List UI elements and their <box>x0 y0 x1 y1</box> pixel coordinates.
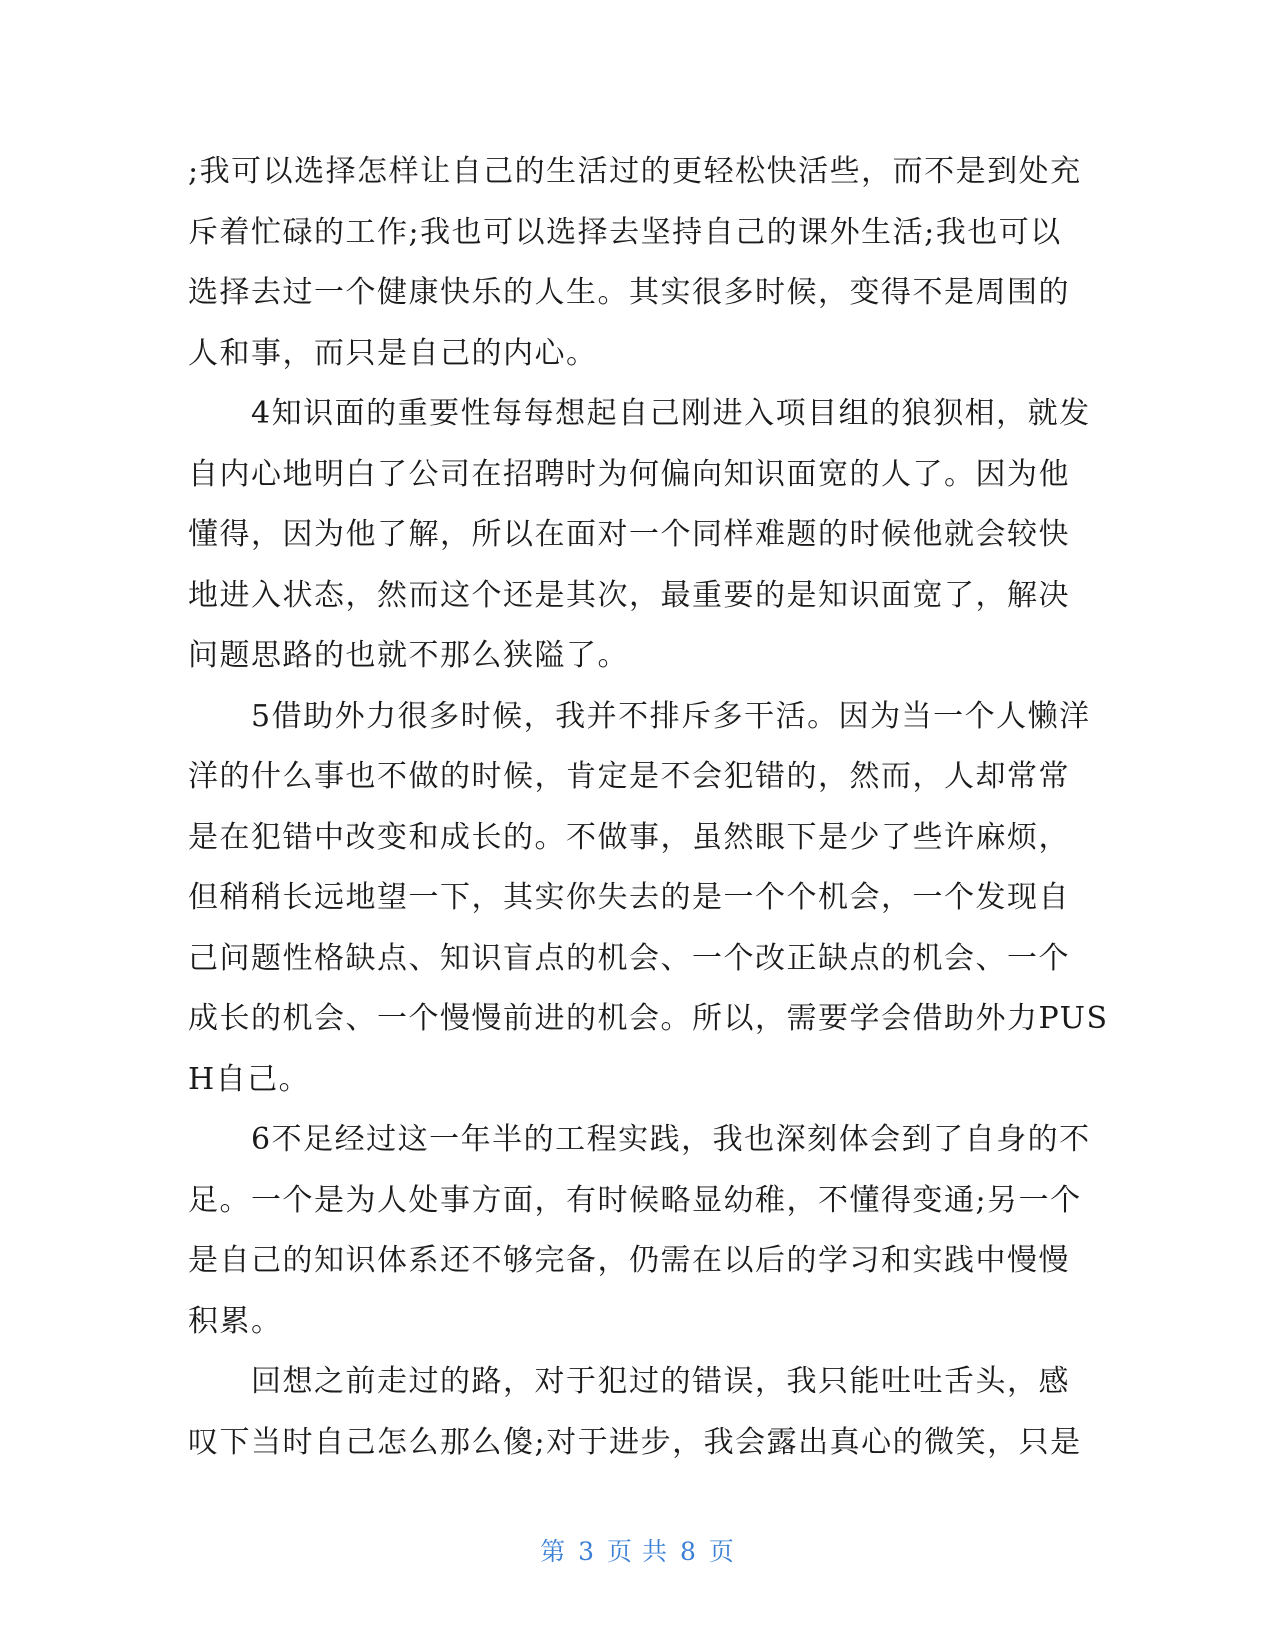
total-pages-number: 8 <box>679 1537 697 1566</box>
paragraph <box>188 384 1091 687</box>
text-line: 是自己的知识体系还不够完备，仍需在以后的学习和实践中慢慢 <box>188 1243 1070 1278</box>
text-line: H自己。 <box>188 1061 311 1097</box>
footer-prefix: 第 <box>540 1537 567 1566</box>
footer-middle: 页 共 <box>607 1537 668 1566</box>
text-line: 但稍稍长远地望一下，其实你失去的是一个个机会，一个发现自 <box>188 880 1070 915</box>
current-page-number: 3 <box>578 1537 596 1566</box>
text-line: ;我可以选择怎样让自己的生活过的更轻松快活些，而不是到处充 <box>188 154 1082 189</box>
paragraph <box>188 1352 1082 1473</box>
text-line: 问题思路的也就不那么狭隘了。 <box>188 638 629 673</box>
text-line: 洋的什么事也不做的时候，肯定是不会犯错的，然而，人却常常 <box>188 759 1070 794</box>
text-line: 6不足经过这一年半的工程实践，我也深刻体会到了自身的不 <box>188 1122 1091 1157</box>
text-line: 懂得，因为他了解，所以在面对一个同样难题的时候他就会较快 <box>188 517 1070 552</box>
page-footer <box>0 1532 1275 1568</box>
document-body <box>188 142 1109 1473</box>
text-line: 斥着忙碌的工作;我也可以选择去坚持自己的课外生活;我也可以 <box>188 214 1062 250</box>
text-line: 足。一个是为人处事方面，有时候略显幼稚，不懂得变通;另一个 <box>188 1182 1082 1218</box>
text-line: 4知识面的重要性每每想起自己刚进入项目组的狼狈相，就发 <box>188 396 1091 431</box>
text-line: 选择去过一个健康快乐的人生。其实很多时候，变得不是周围的 <box>188 275 1070 310</box>
text-line: 回想之前走过的路，对于犯过的错误，我只能吐吐舌头，感 <box>188 1364 1070 1399</box>
text-line: 5借助外力很多时候，我并不排斥多干活。因为当一个人懒洋 <box>188 698 1091 734</box>
text-line: 人和事，而只是自己的内心。 <box>188 335 598 371</box>
text-line: 积累。 <box>188 1303 283 1339</box>
footer-suffix: 页 <box>708 1537 735 1566</box>
text-line: 叹下当时自己怎么那么傻;对于进步，我会露出真心的微笑，只是 <box>188 1424 1082 1460</box>
paragraph <box>188 687 1109 1111</box>
paragraph <box>188 142 1082 384</box>
text-line: 地进入状态，然而这个还是其次，最重要的是知识面宽了，解决 <box>188 577 1070 613</box>
text-line: 己问题性格缺点、知识盲点的机会、一个改正缺点的机会、一个 <box>188 940 1070 976</box>
paragraph <box>188 1110 1091 1352</box>
text-line: 自内心地明白了公司在招聘时为何偏向知识面宽的人了。因为他 <box>188 456 1070 492</box>
text-line: 成长的机会、一个慢慢前进的机会。所以，需要学会借助外力PUS <box>188 1001 1109 1036</box>
text-line: 是在犯错中改变和成长的。不做事，虽然眼下是少了些许麻烦， <box>188 819 1070 855</box>
